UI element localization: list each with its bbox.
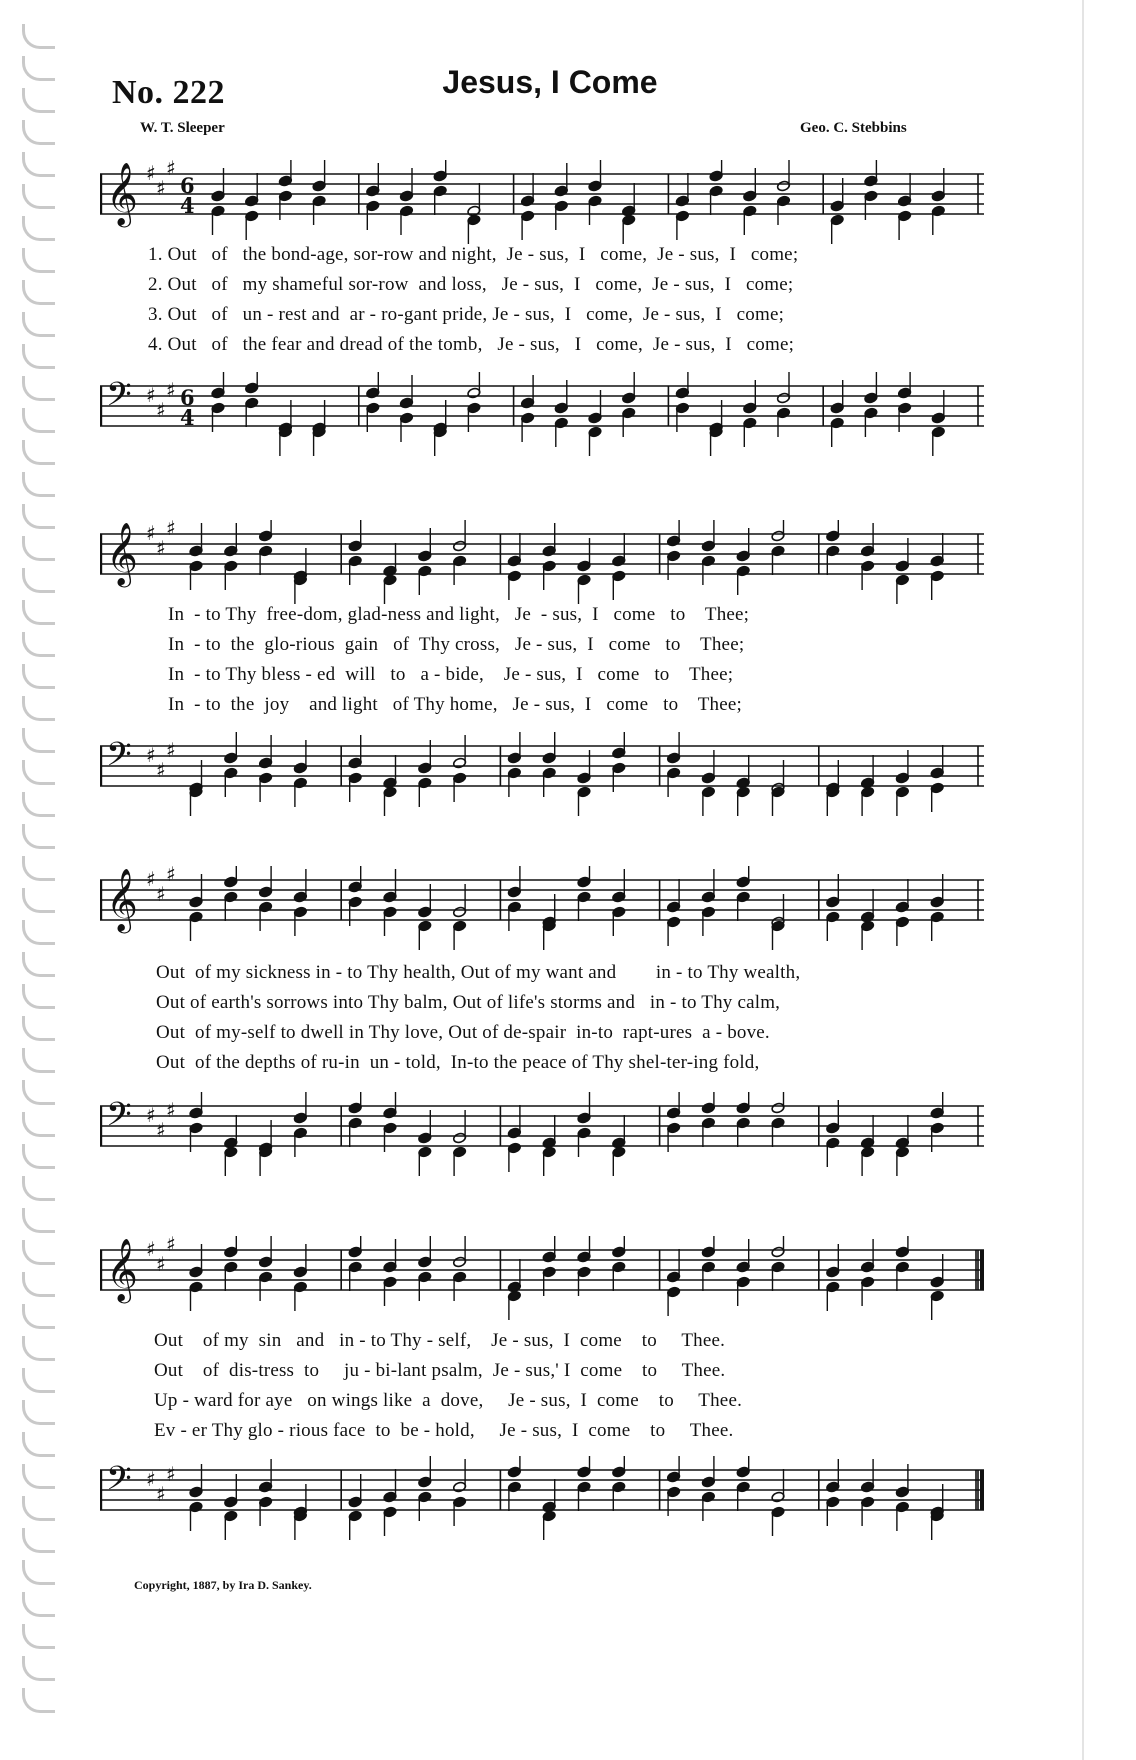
binding-ring [22, 1368, 55, 1393]
binding-ring [22, 1400, 55, 1425]
bass-clef: 𝄢 [106, 736, 132, 782]
binding-ring [22, 280, 55, 305]
time-signature: 6 [180, 385, 195, 410]
sharp-sign: ♯ [166, 160, 176, 180]
lyric-line: In - to the joy and light of Thy home, Je - sus, I come to Thee; [168, 694, 742, 715]
time-signature: 4 [180, 193, 195, 218]
binding-ring [22, 312, 55, 337]
binding-ring [22, 600, 55, 625]
lyric-line: Out of my-self to dwell in Thy love, Out of de-spair in-to rapt-ures a - bove. [156, 1022, 770, 1043]
lyric-line: 3. Out of un - rest and ar - ro-gant pride, Je - sus, I come, Je - sus, I come; [148, 304, 785, 325]
binding-ring [22, 1080, 55, 1105]
lyrics-block [100, 244, 988, 374]
lyric-line: Out of my sin and in - to Thy - self, Je - sus, I come to Thee. [154, 1330, 726, 1351]
sharp-sign: ♯ [146, 1103, 156, 1127]
binding-ring [22, 888, 55, 913]
bass-clef: 𝄢 [106, 1096, 132, 1142]
sharp-sign: ♯ [156, 1482, 166, 1506]
lyric-line: Ev - er Thy glo - rious face to be - hold, Je - sus, I come to Thee. [154, 1420, 734, 1441]
music-system-2 [100, 500, 988, 820]
binding-ring [22, 1048, 55, 1073]
binding-ring [22, 1112, 55, 1137]
binding-ring [22, 344, 55, 369]
binding-ring [22, 952, 55, 977]
binding-ring [22, 152, 55, 177]
binding-ring [22, 1528, 55, 1553]
lyric-line: In - to Thy free-dom, glad-ness and light, Je - sus, I come to Thee; [168, 604, 750, 625]
binding-ring [22, 472, 55, 497]
binding-ring [22, 24, 55, 49]
lyric-line: Out of earth's sorrows into Thy balm, Out of life's storms and in - to Thy calm, [156, 992, 781, 1013]
lyric-line: In - to Thy bless - ed will to a - bide, Je - sus, I come to Thee; [168, 664, 734, 685]
binding-ring [22, 664, 55, 689]
sharp-sign: ♯ [146, 1467, 156, 1491]
hymn-author: W. T. Sleeper [140, 120, 225, 136]
sharp-sign: ♯ [166, 1462, 176, 1486]
binding-ring [22, 728, 55, 753]
binding-ring [22, 1560, 55, 1585]
bass-staff [100, 1092, 988, 1182]
binding-ring [22, 1240, 55, 1265]
sharp-sign: ♯ [156, 1252, 166, 1276]
binding-ring [22, 824, 55, 849]
page-edge [1082, 0, 1084, 1760]
lyric-line: Out of the depths of ru-in un - told, In-to the peace of Thy shel-ter-ing fold, [156, 1052, 760, 1073]
binding-ring [22, 696, 55, 721]
sharp-sign: ♯ [146, 743, 156, 767]
treble-staff [100, 866, 988, 976]
sharp-sign: ♯ [156, 398, 166, 422]
bass-staff [100, 732, 988, 822]
treble-clef: 𝄞 [106, 1238, 138, 1301]
binding-ring [22, 1688, 55, 1713]
music-system-4 [100, 1216, 988, 1556]
binding-ring [22, 792, 55, 817]
binding-ring [22, 440, 55, 465]
binding-ring [22, 1272, 55, 1297]
spiral-binding [22, 24, 58, 1724]
sharp-sign: ♯ [166, 866, 176, 886]
sharp-sign: ♯ [146, 383, 156, 407]
binding-ring [22, 1176, 55, 1201]
sharp-sign: ♯ [156, 176, 166, 200]
lyric-line: 1. Out of the bond-age, sor-row and night, Je - sus, I come, Je - sus, I come; [148, 244, 799, 265]
binding-ring [22, 1432, 55, 1457]
binding-ring [22, 856, 55, 881]
music-system-1 [100, 140, 988, 460]
sharp-sign: ♯ [166, 738, 176, 762]
sharp-sign: ♯ [146, 161, 156, 185]
lyric-line: Out of my sickness in - to Thy health, Out of my want and in - to Thy wealth, [156, 962, 801, 983]
sharp-sign: ♯ [166, 1098, 176, 1122]
binding-ring [22, 184, 55, 209]
binding-ring [22, 1656, 55, 1681]
binding-ring [22, 504, 55, 529]
binding-ring [22, 920, 55, 945]
treble-clef: 𝄞 [106, 522, 138, 585]
binding-ring [22, 760, 55, 785]
binding-ring [22, 1208, 55, 1233]
lyric-line: 4. Out of the fear and dread of the tomb, Je - sus, I come, Je - sus, I come; [148, 334, 795, 355]
binding-ring [22, 56, 55, 81]
lyric-line: In - to the glo-rious gain of Thy cross, Je - sus, I come to Thee; [168, 634, 745, 655]
lyric-line: Up - ward for aye on wings like a dove, Je - sus, I come to Thee. [154, 1390, 743, 1411]
lyric-line: 2. Out of my shameful sor-row and loss, Je - sus, I come, Je - sus, I come; [148, 274, 794, 295]
binding-ring [22, 1336, 55, 1361]
sharp-sign: ♯ [156, 536, 166, 560]
sharp-sign: ♯ [146, 867, 156, 891]
time-signature: 4 [180, 405, 195, 430]
binding-ring [22, 1304, 55, 1329]
sharp-sign: ♯ [166, 520, 176, 540]
binding-ring [22, 1016, 55, 1041]
binding-ring [22, 1496, 55, 1521]
bass-clef: 𝄢 [106, 1460, 132, 1506]
lyric-line: Out of dis-tress to ju - bi-lant psalm, Je - sus,' I come to Thee. [154, 1360, 726, 1381]
binding-ring [22, 376, 55, 401]
treble-clef: 𝄞 [106, 162, 138, 225]
bass-staff [100, 1456, 988, 1546]
binding-ring [22, 1592, 55, 1617]
time-signature: 6 [180, 173, 195, 198]
sharp-sign: ♯ [146, 521, 156, 545]
binding-ring [22, 536, 55, 561]
sharp-sign: ♯ [156, 758, 166, 782]
sharp-sign: ♯ [166, 1236, 176, 1256]
sharp-sign: ♯ [156, 882, 166, 906]
binding-ring [22, 120, 55, 145]
sharp-sign: ♯ [146, 1237, 156, 1261]
binding-ring [22, 568, 55, 593]
treble-clef: 𝄞 [106, 868, 138, 931]
lyrics-block [100, 962, 988, 1092]
binding-ring [22, 1464, 55, 1489]
binding-ring [22, 1144, 55, 1169]
hymn-title: Jesus, I Come [442, 64, 658, 100]
hymn-composer: Geo. C. Stebbins [800, 120, 907, 136]
lyrics-block [100, 604, 988, 734]
binding-ring [22, 88, 55, 113]
copyright-notice: Copyright, 1887, by Ira D. Sankey. [134, 1578, 312, 1592]
final-bar-line [980, 1470, 984, 1510]
binding-ring [22, 248, 55, 273]
binding-ring [22, 632, 55, 657]
lyrics-block [100, 1330, 988, 1460]
hymn-number: No. 222 [112, 74, 226, 111]
binding-ring [22, 984, 55, 1009]
binding-ring [22, 1624, 55, 1649]
sharp-sign: ♯ [156, 1118, 166, 1142]
binding-ring [22, 408, 55, 433]
bass-clef: 𝄢 [106, 376, 132, 422]
sharp-sign: ♯ [166, 378, 176, 402]
bass-staff [100, 372, 988, 462]
binding-ring [22, 216, 55, 241]
final-bar-line [980, 1250, 984, 1290]
music-system-3 [100, 846, 988, 1166]
